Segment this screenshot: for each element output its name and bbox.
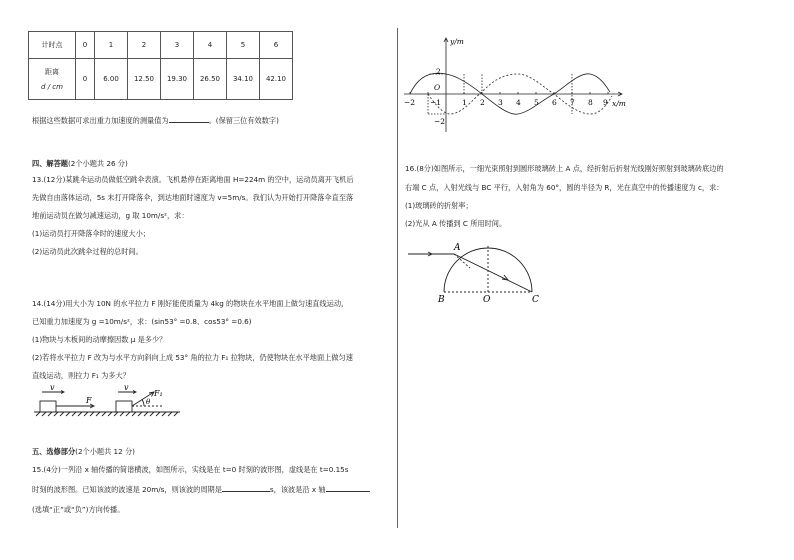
q16-item: (1)玻璃砖的折射率； [405, 201, 473, 210]
q15-text: s，该波是沿 x 轴 [269, 485, 326, 494]
block-2 [116, 401, 132, 412]
data-table [28, 31, 293, 100]
q14-item: (2)若将水平拉力 F 改为与水平方向斜向上成 53° 角的拉力 F₁ 拉物块，仍使物块在水平地面上做匀速 [32, 353, 353, 362]
column-divider [397, 28, 398, 528]
y-tick-label: −2 [434, 117, 446, 126]
point-label-B: B [438, 295, 445, 305]
x-axis-label: x/m [612, 99, 626, 108]
table-row [29, 59, 293, 100]
section-title: 五、选修部分 [32, 447, 76, 456]
x-tick-label: 3 [498, 98, 503, 107]
x-tick-label: 8 [588, 98, 593, 107]
block-force-figure [30, 382, 210, 424]
section-subtitle: (2个小题共 12 分) [75, 447, 135, 456]
answer-blank[interactable] [326, 491, 370, 492]
q13-item: (2)运动员此次跳伞过程的总时间。 [32, 247, 143, 256]
answer-blank[interactable] [222, 491, 270, 492]
q16-line: 右端 C 点，入射光线与 BC 平行，入射角为 60°，圆的半径为 R，光在真空中的传播速度为 c，求： [405, 183, 724, 192]
glass-semicircle-figure [404, 240, 564, 306]
refracted-ray [454, 254, 532, 292]
x-tick-label: 4 [516, 98, 521, 107]
x-tick-label: 7 [570, 98, 575, 107]
x-tick-label: 5 [534, 98, 539, 107]
x-tick-label: 1 [462, 98, 467, 107]
table-cell: 42.10 [260, 59, 293, 100]
y-tick-label: 2 [436, 67, 441, 76]
fill-text-before: 根据这些数据可求出重力加速度的测量值为 [32, 116, 169, 125]
block-1 [40, 401, 56, 412]
fill-text-after: 。(保留三位有效数字) [208, 116, 279, 125]
x-tick-label: −2 [404, 98, 416, 107]
table-cell: 3 [161, 32, 194, 59]
table-header-line: 距离 [45, 68, 59, 76]
y-axis-label: y/m [450, 37, 464, 46]
fig-label-v1: v [50, 383, 55, 392]
x-tick-label: −1 [430, 98, 442, 107]
fig-label-theta: θ [146, 398, 151, 406]
q16-line: 16.(8分)如图所示，一细光束照射到圆形玻璃砖上 A 点，经折射后折射光线刚好照射到玻璃砖底边的 [405, 164, 724, 173]
q15-line: 15.(4分)一列沿 x 轴传播的简谐横波，如图所示，实线是在 t=0 时刻的波形图，虚线是在 t=0.15s [32, 465, 349, 474]
x-tick-labels [404, 98, 608, 107]
table-cell: 26.50 [194, 59, 227, 100]
table-cell: 4 [194, 32, 227, 59]
answer-blank[interactable] [169, 122, 209, 123]
x-tick-label: 6 [552, 98, 557, 107]
table-cell: 5 [227, 32, 260, 59]
q15-line [32, 486, 370, 493]
section-heading [32, 448, 135, 455]
x-tick-label: 2 [480, 98, 485, 107]
table-cell: 0 [76, 32, 95, 59]
ground-hatch [36, 412, 178, 416]
fill-question [32, 117, 279, 124]
table-cell: 34.10 [227, 59, 260, 100]
point-label-C: C [532, 295, 539, 305]
q15-text: 时刻的波形图。已知该波的波速是 20m/s，则该波的周期是 [32, 485, 222, 494]
table-header-cell: 计时点 [29, 32, 76, 59]
q14-line: 已知重力加速度为 g =10m/s²，求：(sin53° =0.8、cos53° =0.6) [32, 317, 252, 326]
q15-line: (选填“正”或“负”)方向传播。 [32, 505, 125, 514]
table-cell: 0 [76, 59, 95, 100]
table-header-cell [29, 59, 76, 100]
force-arrow-F1 [132, 392, 154, 406]
wave-graph [400, 34, 640, 134]
q14-line: 14.(14分)用大小为 10N 的水平拉力 F 刚好能使质量为 4kg 的物块在水平地面上做匀速直线运动， [32, 299, 349, 308]
point-label-A: A [454, 243, 461, 253]
section-subtitle: (2个小题共 26 分) [67, 159, 128, 168]
q14-item: (1)物块与木板间的动摩擦因数 μ 是多少？ [32, 335, 167, 344]
section-heading [32, 160, 128, 167]
table-cell: 6 [260, 32, 293, 59]
q16-item: (2)光从 A 传播到 C 所用时间。 [405, 219, 507, 228]
point-label-O: O [483, 295, 491, 305]
table-cell: 6.00 [95, 59, 128, 100]
x-tick-label: 9 [603, 98, 608, 107]
section-title: 四、解答题 [32, 159, 68, 168]
table-cell: 2 [128, 32, 161, 59]
angle-arc [142, 400, 144, 407]
fig-label-F1: F₁ [154, 389, 163, 398]
origin-label: O [434, 83, 441, 92]
table-row [29, 32, 293, 59]
q13-line: 13.(12分)某跳伞运动员做低空跳伞表演。飞机悬停在距离地面 H=224m 的空中，运动员离开飞机后 [32, 175, 354, 184]
table-header-line: d / cm [41, 83, 63, 91]
q13-item: (1)运动员打开降落伞时的速度大小； [32, 229, 150, 238]
q13-line: 地前运动员在做匀减速运动，g 取 10m/s²，求： [32, 211, 189, 220]
q14-item: 直线运动，则拉力 F₁ 为多大？ [32, 371, 130, 380]
table-cell: 12.50 [128, 59, 161, 100]
q13-line: 先做自由落体运动，5s 末打开降落伞，到达地面时速度为 v=5m/s。我们认为开始打开降落伞直至落 [32, 193, 354, 202]
fig-label-v2: v [124, 383, 129, 392]
table-cell: 1 [95, 32, 128, 59]
fig-label-F: F [86, 396, 92, 405]
table-cell: 19.30 [161, 59, 194, 100]
